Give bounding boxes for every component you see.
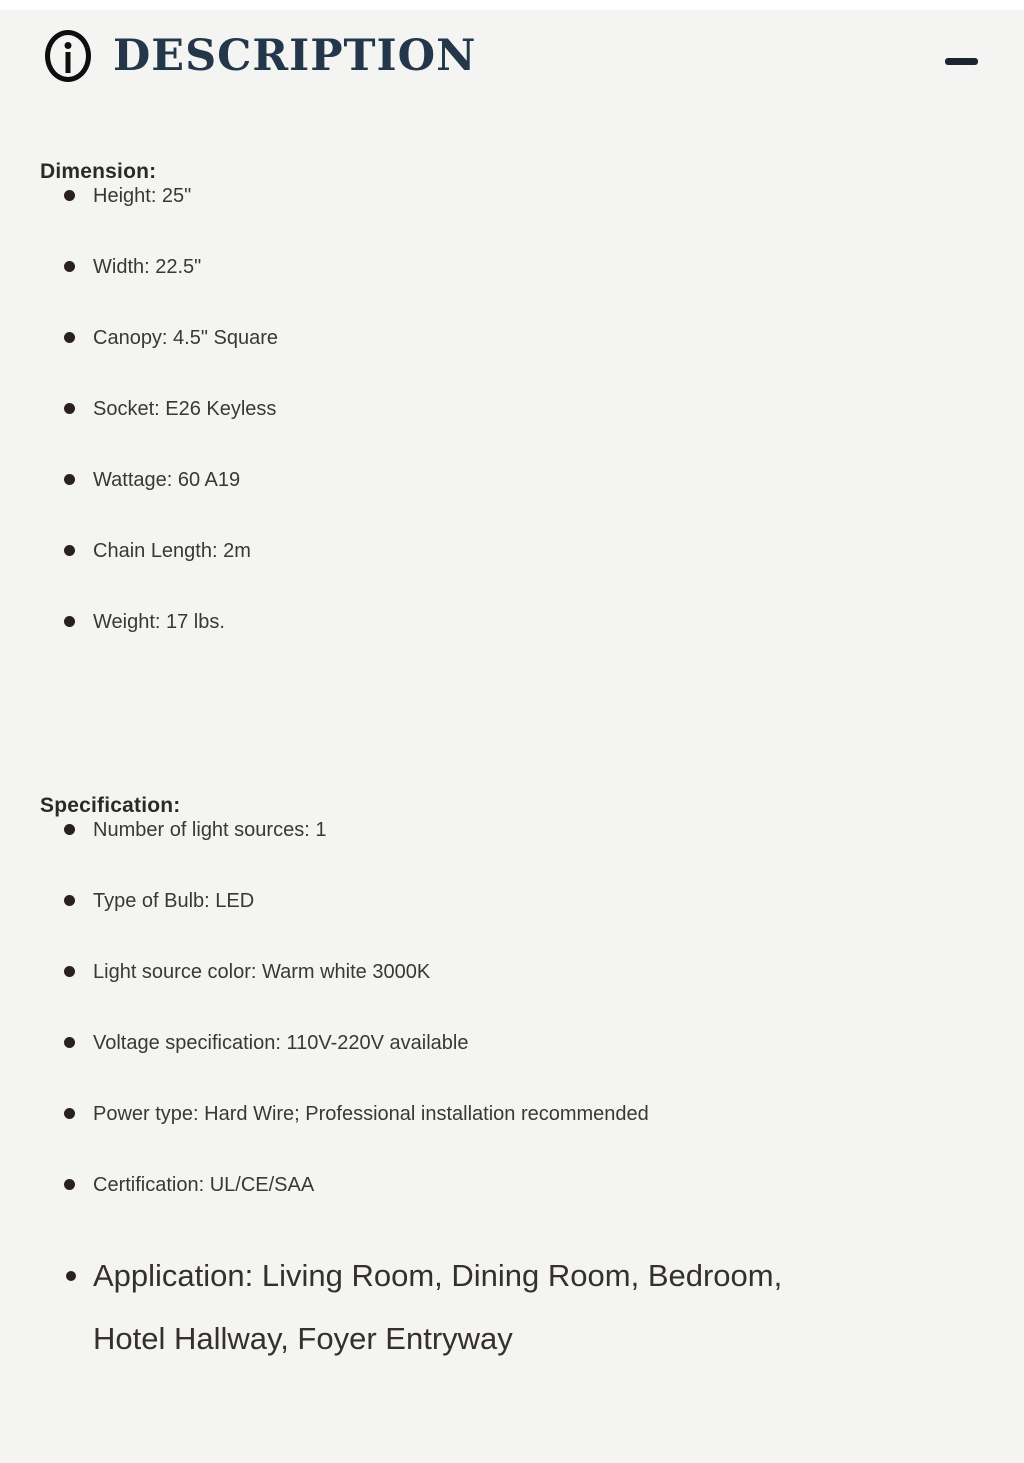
bullet-icon (64, 545, 75, 556)
dimension-item-text: Width: 22.5" (93, 256, 202, 278)
specification-item-text: Voltage specification: 110V-220V available (93, 1032, 469, 1054)
dimension-list-item (40, 184, 984, 208)
specification-item-text: Certification: UL/CE/SAA (93, 1174, 315, 1196)
specification-list-item (40, 1173, 984, 1197)
info-icon (45, 30, 91, 82)
specification-list-item (40, 818, 984, 842)
top-strip (0, 0, 1024, 10)
dimension-item-text: Wattage: 60 A19 (93, 469, 241, 491)
dimension-list-item (40, 397, 984, 421)
specification-list-item (40, 1031, 984, 1055)
dimension-list-item (40, 326, 984, 350)
bullet-icon (66, 1271, 76, 1281)
specification-item-text: Light source color: Warm white 3000K (93, 961, 431, 983)
bullet-icon (64, 1179, 75, 1190)
dimension-item-text: Socket: E26 Keyless (93, 398, 277, 420)
application-text: Application: Living Room, Dining Room, Bedroom, Hotel Hallway, Foyer Entryway (93, 1258, 783, 1356)
bullet-icon (64, 403, 75, 414)
specification-list-item (40, 960, 984, 984)
bullet-icon (64, 190, 75, 201)
application-list-item (40, 1244, 984, 1370)
dimension-heading: Dimension: (40, 160, 157, 183)
description-content (0, 160, 1024, 1370)
specification-list-item (40, 889, 984, 913)
dimension-item-text: Weight: 17 lbs. (93, 611, 225, 633)
specification-list (40, 818, 984, 1197)
dimension-list-item (40, 468, 984, 492)
dimension-list-item (40, 610, 984, 634)
specification-heading: Specification: (40, 794, 181, 817)
bullet-icon (64, 1108, 75, 1119)
dimension-item-text: Height: 25" (93, 185, 192, 207)
dimension-item-text: Canopy: 4.5" Square (93, 327, 278, 349)
minus-icon (945, 58, 978, 65)
dimension-list-item (40, 255, 984, 279)
dimension-list (40, 184, 984, 634)
specification-item-text: Power type: Hard Wire; Professional installation recommended (93, 1103, 649, 1125)
section-title: DESCRIPTION (113, 30, 477, 81)
bullet-icon (64, 332, 75, 343)
collapse-button[interactable] (945, 50, 978, 73)
dimension-list-item (40, 539, 984, 563)
specification-item-text: Type of Bulb: LED (93, 890, 255, 912)
specification-item-text: Number of light sources: 1 (93, 819, 327, 841)
bullet-icon (64, 895, 75, 906)
bullet-icon (64, 261, 75, 272)
description-accordion-header[interactable] (0, 10, 1024, 86)
specification-list-item (40, 1102, 984, 1126)
bullet-icon (64, 616, 75, 627)
bullet-icon (64, 474, 75, 485)
bullet-icon (64, 824, 75, 835)
bullet-icon (64, 966, 75, 977)
bullet-icon (64, 1037, 75, 1048)
dimension-item-text: Chain Length: 2m (93, 540, 251, 562)
